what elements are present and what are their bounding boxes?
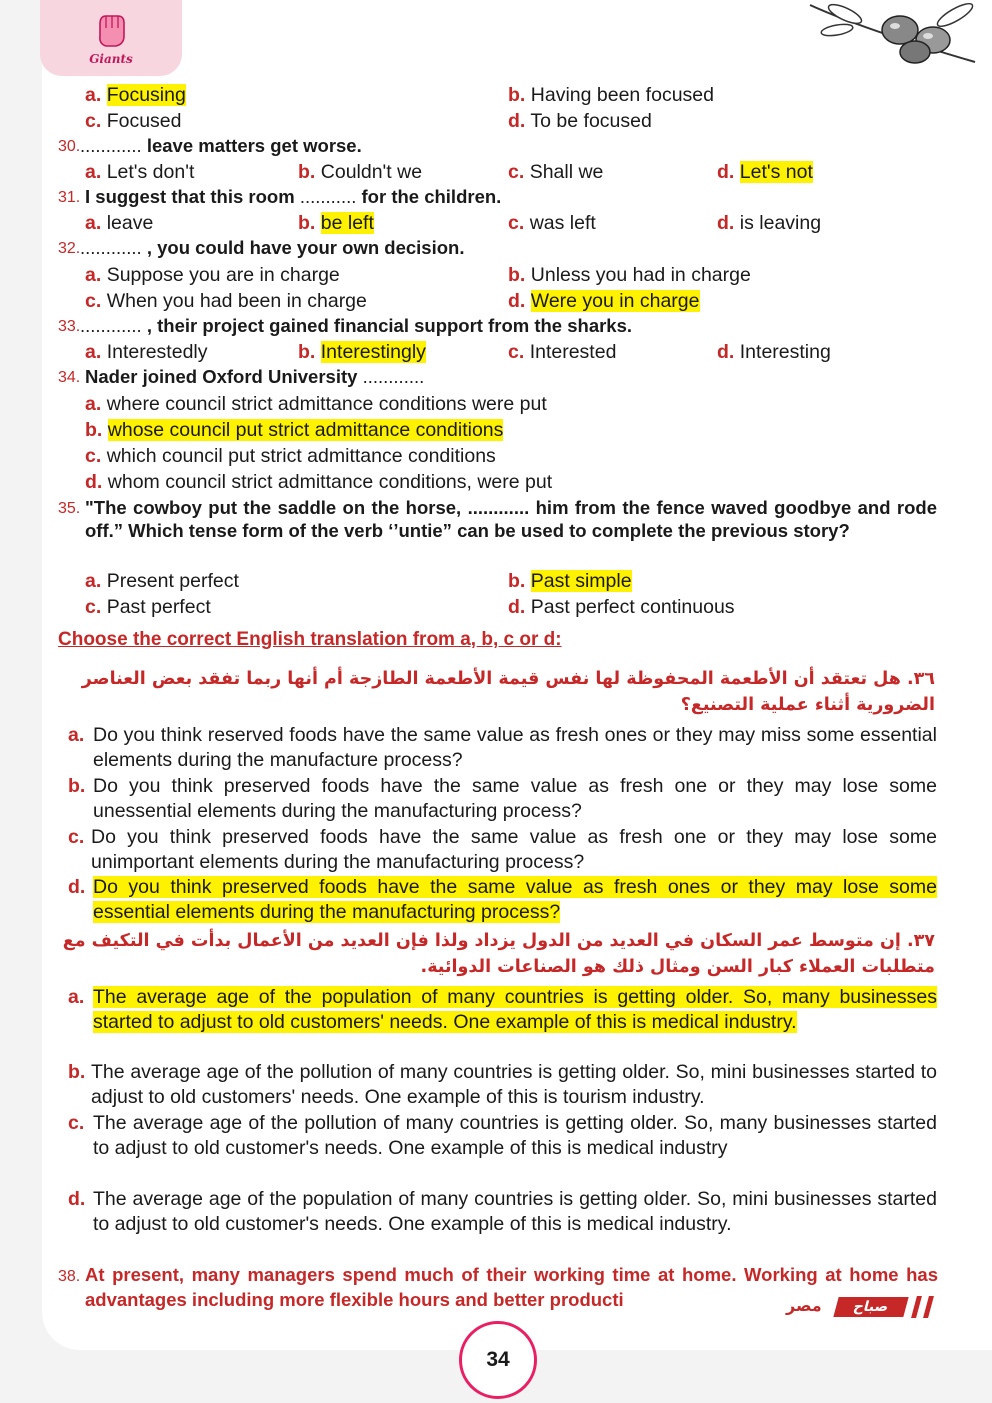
q36-option-d-text [93, 875, 937, 925]
q37-option-b-text: The average age of the pollution of many countries is getting older. So, mini businesses started to adjust to old customers' needs. One example of this is tourism industry. [91, 1061, 937, 1108]
q36-arabic-prompt: ٣٦. هل تعتقد أن الأطعمة المحفوظة لها نفس قيمة الأطعمة الطازجة أم أنها ربما تفقد بعض العناصر الضرورية أثناء عملية التصنيع؟ [81, 669, 935, 715]
q36-option-b-text: Do you think preserved foods have the same value as fresh one or they may lose some unessential elements during the manufacturing process? [93, 775, 937, 822]
q34-number: 34. [58, 369, 81, 386]
q32-option-a: a. Suppose you are in charge [85, 264, 340, 286]
q37-letter-c: c. [68, 1112, 85, 1134]
q30-number: 30. [58, 138, 81, 155]
q29-option-b: b. Having been focused [508, 84, 714, 106]
q38-text: At present, many managers spend much of their working time at home. Working at home has advantages including more flexible hours and better producti [85, 1264, 938, 1310]
q31-option-a: a. leave [85, 212, 154, 234]
q36-letter-b: b. [68, 775, 86, 797]
q33-option-d: d. Interesting [717, 341, 831, 363]
q37-option-a-text [93, 985, 937, 1035]
q29-option-a: a. Focusing [85, 84, 186, 106]
q32-number: 32. [58, 240, 81, 257]
q33-stem: ............ , their project gained financial support from the sharks. [80, 315, 633, 336]
fist-icon [94, 10, 128, 50]
olive-branch-icon [805, 0, 980, 68]
q37-letter-d: d. [68, 1188, 86, 1210]
watermark-bar-icon [923, 1296, 934, 1318]
q31-option-b: b. be left [298, 212, 374, 234]
q37-arabic-prompt: ٣٧. إن متوسط عمر السكان في العديد من الدول يزداد ولذا فإن العديد من الأعمال بدأت في التكيف مع متطلبات العملاء كبار السن ومثال ذلك هو الصناعات الدوائية. [62, 931, 935, 977]
q35-option-c: c. Past perfect [85, 596, 211, 618]
q33-option-c: c. Interested [508, 341, 617, 363]
section-heading: Choose the correct English translation from a, b, c or d: [58, 629, 562, 650]
watermark-country: مصر [786, 1296, 822, 1315]
q33-option-b: b. Interestingly [298, 341, 426, 363]
q36-letter-d: d. [68, 876, 86, 898]
q36-option-d-highlight: Do you think preserved foods have the same value as fresh ones or they may lose some essential elements during the manufacturing process? [93, 876, 937, 923]
q36-letter-c: c. [68, 826, 85, 848]
q32-option-d: d. Were you in charge [508, 290, 700, 312]
q31-option-c: c. was left [508, 212, 596, 234]
q36-letter-a: a. [68, 724, 85, 746]
q32-stem: ............ , you could have your own decision. [80, 237, 465, 258]
q30-option-d: d. Let's not [717, 161, 813, 183]
q35-number: 35. [58, 500, 81, 517]
q33-number: 33. [58, 318, 81, 335]
q30-option-b: b. Couldn't we [298, 161, 423, 183]
q29-option-c: c. Focused [85, 110, 182, 132]
q32-option-b: b. Unless you had in charge [508, 264, 751, 286]
q31-option-d: d. is leaving [717, 212, 822, 234]
q35-option-a: a. Present perfect [85, 570, 239, 592]
giants-logo [40, 0, 182, 76]
q36-option-a-text: Do you think reserved foods have the same value as fresh ones or they may miss some essential elements during the manufacture process? [93, 724, 937, 771]
q35-stem: "The cowboy put the saddle on the horse, ............ him from the fence waved goodbye and rode off.” Which tense form of the verb ‘’untie” can be used to complete the previous story? [85, 497, 937, 541]
q38-number: 38. [58, 1268, 81, 1285]
q29-option-d: d. To be focused [508, 110, 652, 132]
page-number: 34 [459, 1321, 537, 1399]
q32-option-c: c. When you had been in charge [85, 290, 367, 312]
q33-option-a: a. Interestedly [85, 341, 208, 363]
brand-name: Giants [89, 52, 133, 66]
q35-option-d: d. Past perfect continuous [508, 596, 735, 618]
q30-option-c: c. Shall we [508, 161, 604, 183]
q34-stem: Nader joined Oxford University ............ [85, 366, 425, 387]
q31-number: 31. [58, 189, 81, 206]
watermark-name: صباح [833, 1297, 908, 1317]
q36-option-c-text: Do you think preserved foods have the same value as fresh one or they may lose some unimportant elements during the manufacturing process? [91, 826, 937, 873]
q35-option-b: b. Past simple [508, 570, 632, 592]
q34-option-a: a. where council strict admittance conditions were put [85, 393, 547, 415]
watermark-logo [780, 1292, 940, 1322]
q30-stem: ............ leave matters get worse. [80, 135, 362, 156]
watermark-bar-icon [911, 1296, 922, 1318]
q30-option-a: a. Let's don't [85, 161, 195, 183]
q31-stem: I suggest that this room ........... for the children. [85, 186, 502, 207]
q34-option-c: c. which council put strict admittance conditions [85, 445, 496, 467]
q37-option-c-text: The average age of the pollution of many countries is getting older. So, many businesses started to adjust to old customer's needs. One example of this is medical industry [93, 1112, 937, 1159]
q37-letter-b: b. [68, 1061, 86, 1083]
q37-letter-a: a. [68, 986, 85, 1008]
q37-option-d-text: The average age of the population of many countries is getting older. So, mini businesses started to adjust to old customer's needs. One example of this is medical industry. [93, 1188, 937, 1235]
q34-option-d: d. whom council strict admittance conditions, were put [85, 471, 553, 493]
q37-option-a-highlight: The average age of the population of many countries is getting older. So, many businesses started to adjust to old customers' needs. One example of this is medical industry. [93, 986, 937, 1033]
q34-option-b: b. whose council put strict admittance conditions [85, 419, 504, 441]
